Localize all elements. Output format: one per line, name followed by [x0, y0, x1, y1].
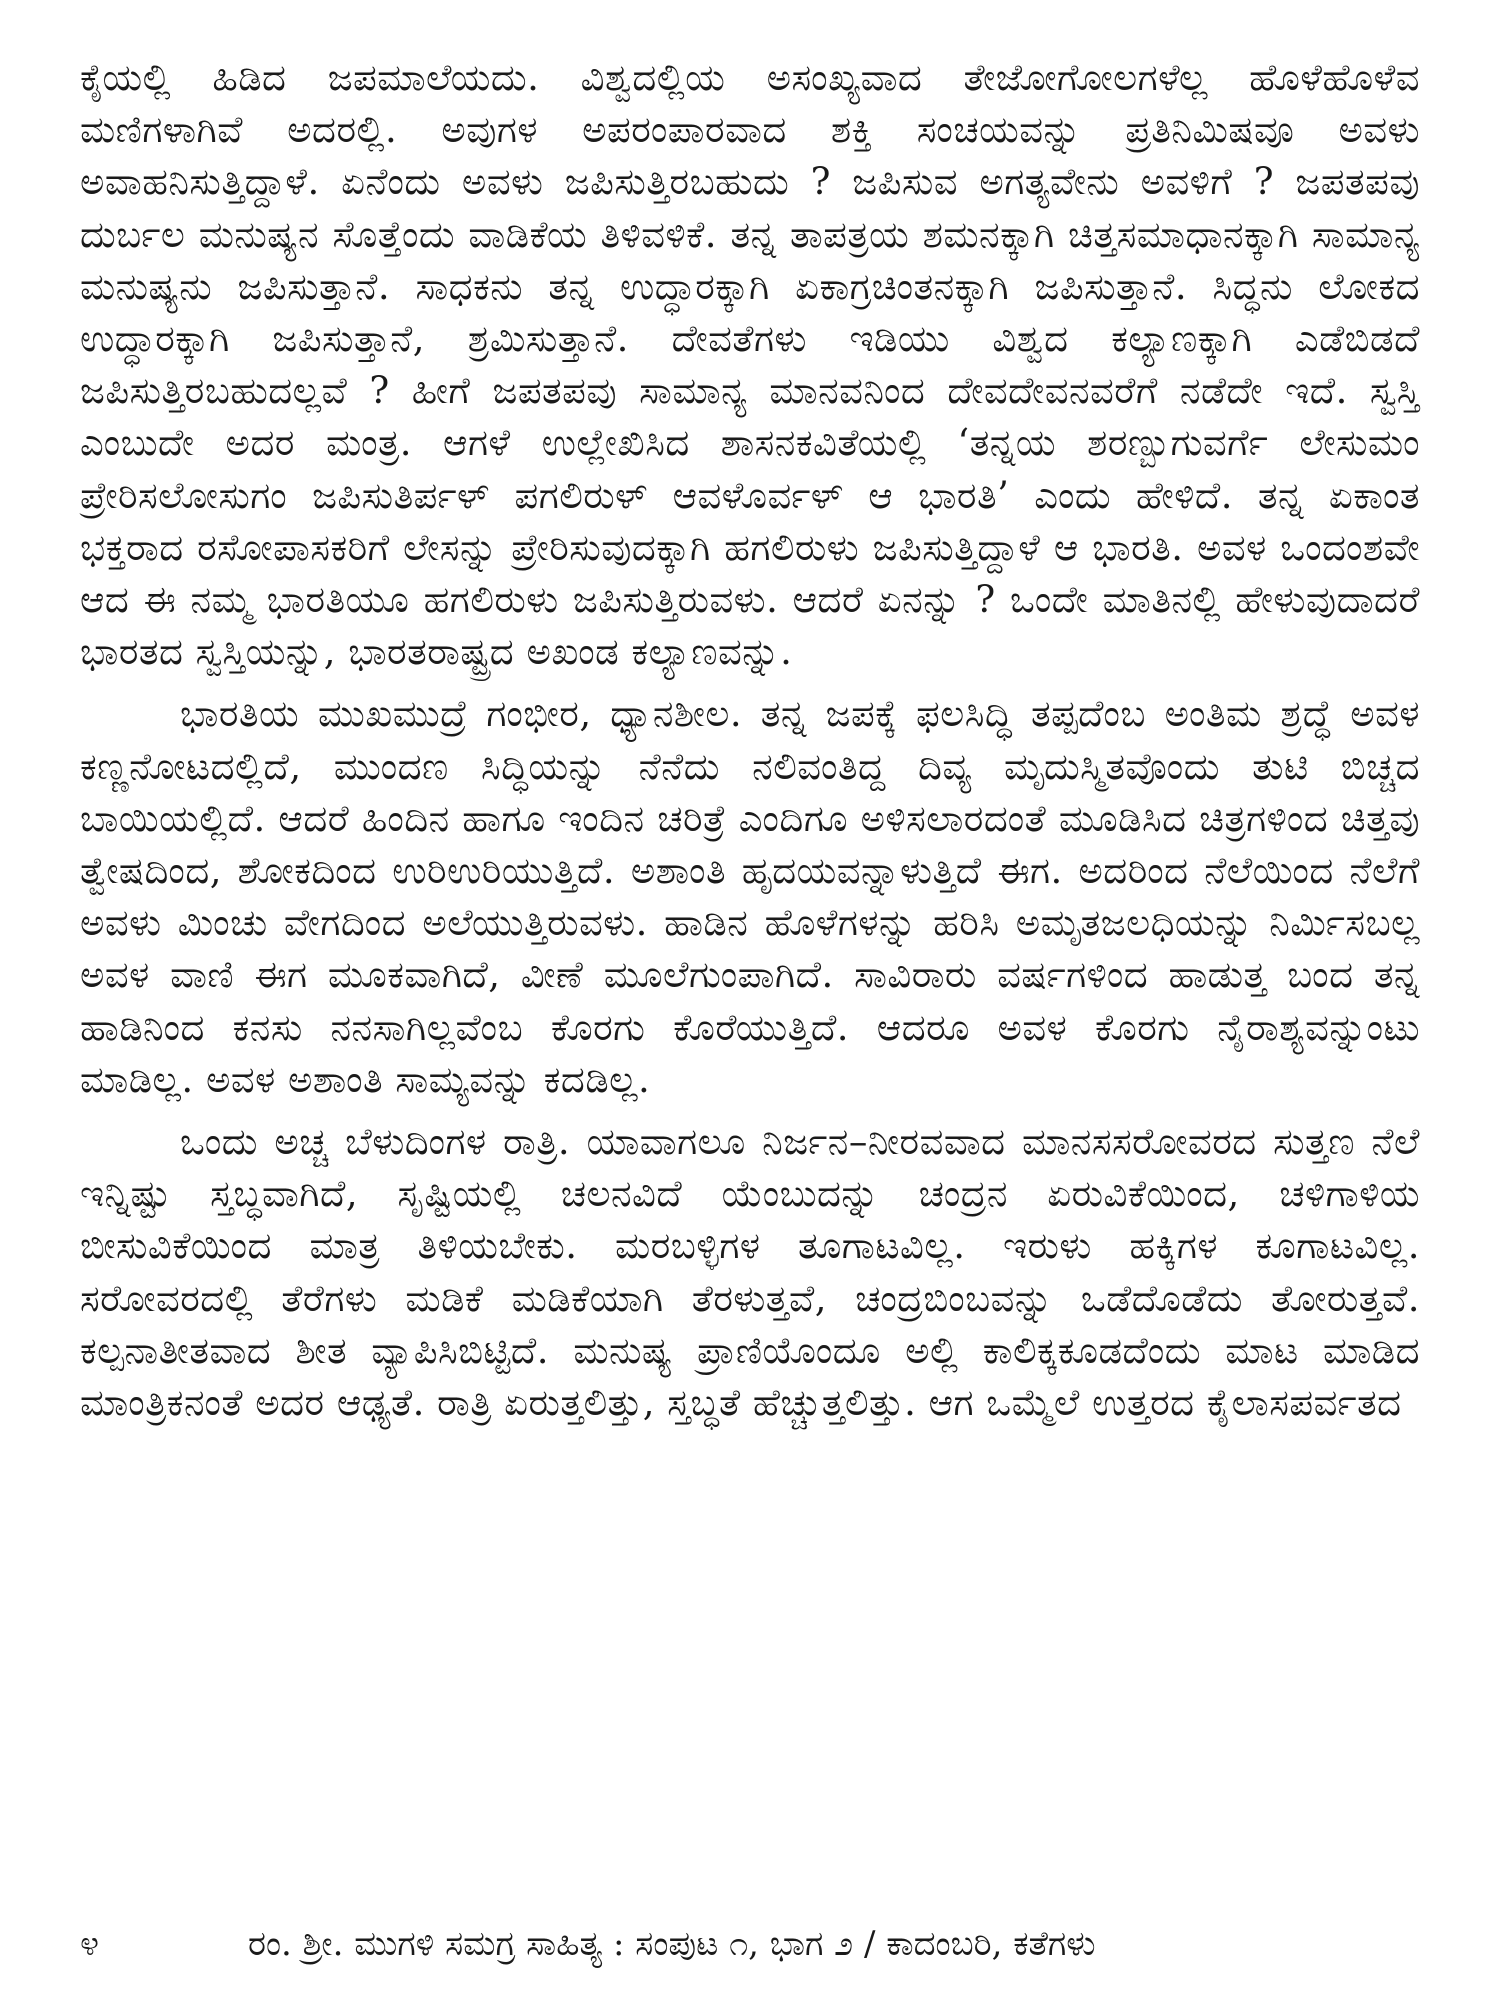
paragraph-3: ಒಂದು ಅಚ್ಚ ಬೆಳುದಿಂಗಳ ರಾತ್ರಿ. ಯಾವಾಗಲೂ ನಿರ್ಜನ–ನೀರವವಾದ ಮಾನಸಸರೋವರದ ಸುತ್ತಣ ನೆಲೆ ಇನ್ನಿಷ್ಟು ಸ್ತಬ್ಧವಾಗಿದೆ, ಸೃಷ್ಟಿಯಲ್ಲಿ ಚಲನವಿದೆ ಯೆಂಬುದನ್ನು ಚಂದ್ರನ ಏರುವಿಕೆಯಿಂದ, ಚಳಿಗಾಳಿಯ ಬೀಸುವಿಕೆಯಿಂದ ಮಾತ್ರ ತಿಳಿಯಬೇಕು. ಮರಬಳ್ಳಿಗಳ ತೂಗಾಟವಿಲ್ಲ. ಇರುಳು ಹಕ್ಕಿಗಳ ಕೂಗಾಟವಿಲ್ಲ. ಸರೋವರದಲ್ಲಿ ತೆರೆಗಳು ಮಡಿಕೆ ಮಡಿಕೆಯಾಗಿ ತೆರಳುತ್ತವೆ, ಚಂದ್ರಬಿಂಬವನ್ನು ಒಡೆದೊಡೆದು ತೋರುತ್ತವೆ. ಕಲ್ಪನಾತೀತವಾದ ಶೀತ ವ್ಯಾಪಿಸಿಬಿಟ್ಟಿದೆ. ಮನುಷ್ಯ ಪ್ರಾಣಿಯೊಂದೂ ಅಲ್ಲಿ ಕಾಲಿಕ್ಕಕೂಡದೆಂದು ಮಾಟ ಮಾಡಿದ ಮಾಂತ್ರಿಕನಂತೆ ಅದರ ಆಢ್ಯತೆ. ರಾತ್ರಿ ಏರುತ್ತಲಿತ್ತು, ಸ್ತಬ್ಧತೆ ಹೆಚ್ಚುತ್ತಲಿತ್ತು. ಆಗ ಒಮ್ಮೆಲೆ ಉತ್ತರದ ಕೈಲಾಸಪರ್ವತದ [80, 1120, 1420, 1425]
book-page [80, 52, 1420, 1964]
page-footer [80, 1922, 1420, 1966]
paragraph-2: ಭಾರತಿಯ ಮುಖಮುದ್ರೆ ಗಂಭೀರ, ಧ್ಯಾನಶೀಲ. ತನ್ನ ಜಪಕ್ಕೆ ಫಲಸಿದ್ಧಿ ತಪ್ಪದೆಂಬ ಅಂತಿಮ ಶ್ರದ್ಧೆ ಅವಳ ಕಣ್ಣನೋಟದಲ್ಲಿದೆ, ಮುಂದಣ ಸಿದ್ಧಿಯನ್ನು ನೆನೆದು ನಲಿವಂತಿದ್ದ ದಿವ್ಯ ಮೃದುಸ್ಮಿತವೊಂದು ತುಟಿ ಬಿಚ್ಚದ ಬಾಯಿಯಲ್ಲಿದೆ. ಆದರೆ ಹಿಂದಿನ ಹಾಗೂ ಇಂದಿನ ಚರಿತ್ರೆ ಎಂದಿಗೂ ಅಳಿಸಲಾರದಂತೆ ಮೂಡಿಸಿದ ಚಿತ್ರಗಳಿಂದ ಚಿತ್ತವು ತ್ವೇಷದಿಂದ, ಶೋಕದಿಂದ ಉರಿಉರಿಯುತ್ತಿದೆ. ಅಶಾಂತಿ ಹೃದಯವನ್ನಾಳುತ್ತಿದೆ ಈಗ. ಅದರಿಂದ ನೆಲೆಯಿಂದ ನೆಲೆಗೆ ಅವಳು ಮಿಂಚು ವೇಗದಿಂದ ಅಲೆಯುತ್ತಿರುವಳು. ಹಾಡಿನ ಹೊಳೆಗಳನ್ನು ಹರಿಸಿ ಅಮೃತಜಲಧಿಯನ್ನು ನಿರ್ಮಿಸಬಲ್ಲ ಅವಳ ವಾಣಿ ಈಗ ಮೂಕವಾಗಿದೆ, ವೀಣೆ ಮೂಲೆಗುಂಪಾಗಿದೆ. ಸಾವಿರಾರು ವರ್ಷಗಳಿಂದ ಹಾಡುತ್ತ ಬಂದ ತನ್ನ ಹಾಡಿನಿಂದ ಕನಸು ನನಸಾಗಿಲ್ಲವೆಂಬ ಕೊರಗು ಕೊರೆಯುತ್ತಿದೆ. ಆದರೂ ಅವಳ ಕೊರಗು ನೈರಾಶ್ಯವನ್ನುಂಟು ಮಾಡಿಲ್ಲ. ಅವಳ ಅಶಾಂತಿ ಸಾಮ್ಯವನ್ನು ಕದಡಿಲ್ಲ. [80, 692, 1420, 1101]
running-footer-title: ರಂ. ಶ್ರೀ. ಮುಗಳಿ ಸಮಗ್ರ ಸಾಹಿತ್ಯ : ಸಂಪುಟ ೧, ಭಾಗ ೨ / ಕಾದಂಬರಿ, ಕತೆಗಳು [248, 1924, 1096, 1964]
paragraph-1: ಕೈಯಲ್ಲಿ ಹಿಡಿದ ಜಪಮಾಲೆಯದು. ವಿಶ್ವದಲ್ಲಿಯ ಅಸಂಖ್ಯವಾದ ತೇಜೋಗೋಲಗಳೆಲ್ಲ ಹೊಳೆಹೊಳೆವ ಮಣಿಗಳಾಗಿವೆ ಅದರಲ್ಲಿ. ಅವುಗಳ ಅಪರಂಪಾರವಾದ ಶಕ್ತಿ ಸಂಚಯವನ್ನು ಪ್ರತಿನಿಮಿಷವೂ ಅವಳು ಅವಾಹನಿಸುತ್ತಿದ್ದಾಳೆ. ಏನೆಂದು ಅವಳು ಜಪಿಸುತ್ತಿರಬಹುದು ? ಜಪಿಸುವ ಅಗತ್ಯವೇನು ಅವಳಿಗೆ ? ಜಪತಪವು ದುರ್ಬಲ ಮನುಷ್ಯನ ಸೊತ್ತೆಂದು ವಾಡಿಕೆಯ ತಿಳಿವಳಿಕೆ. ತನ್ನ ತಾಪತ್ರಯ ಶಮನಕ್ಕಾಗಿ ಚಿತ್ತಸಮಾಧಾನಕ್ಕಾಗಿ ಸಾಮಾನ್ಯ ಮನುಷ್ಯನು ಜಪಿಸುತ್ತಾನೆ. ಸಾಧಕನು ತನ್ನ ಉದ್ಧಾರಕ್ಕಾಗಿ ಏಕಾಗ್ರಚಿಂತನಕ್ಕಾಗಿ ಜಪಿಸುತ್ತಾನೆ. ಸಿದ್ಧನು ಲೋಕದ ಉದ್ಧಾರಕ್ಕಾಗಿ ಜಪಿಸುತ್ತಾನೆ, ಶ್ರಮಿಸುತ್ತಾನೆ. ದೇವತೆಗಳು ಇಡಿಯು ವಿಶ್ವದ ಕಲ್ಯಾಣಕ್ಕಾಗಿ ಎಡೆಬಿಡದೆ ಜಪಿಸುತ್ತಿರಬಹುದಲ್ಲವೆ ? ಹೀಗೆ ಜಪತಪವು ಸಾಮಾನ್ಯ ಮಾನವನಿಂದ ದೇವದೇವನವರೆಗೆ ನಡೆದೇ ಇದೆ. ಸ್ವಸ್ತಿ ಎಂಬುದೇ ಅದರ ಮಂತ್ರ. ಆಗಳೆ ಉಲ್ಲೇಖಿಸಿದ ಶಾಸನಕವಿತೆಯಲ್ಲಿ ‘ತನ್ನಯ ಶರಣ್ಬುಗುವರ್ಗೆ ಲೇಸುಮಂ ಪ್ರೇರಿಸಲೋಸುಗಂ ಜಪಿಸುತಿರ್ಪಳ್ ಪಗಲಿರುಳ್ ಆವಳೊರ್ವಳ್ ಆ ಭಾರತಿ’ ಎಂದು ಹೇಳಿದೆ. ತನ್ನ ಏಕಾಂತ ಭಕ್ತರಾದ ರಸೋಪಾಸಕರಿಗೆ ಲೇಸನ್ನು ಪ್ರೇರಿಸುವುದಕ್ಕಾಗಿ ಹಗಲಿರುಳು ಜಪಿಸುತ್ತಿದ್ದಾಳೆ ಆ ಭಾರತಿ. ಅವಳ ಒಂದಂಶವೇ ಆದ ಈ ನಮ್ಮ ಭಾರತಿಯೂ ಹಗಲಿರುಳು ಜಪಿಸುತ್ತಿರುವಳು. ಆದರೆ ಏನನ್ನು ? ಒಂದೇ ಮಾತಿನಲ್ಲಿ ಹೇಳುವುದಾದರೆ ಭಾರತದ ಸ್ವಸ್ತಿಯನ್ನು, ಭಾರತರಾಷ್ಟ್ರದ ಅಖಂಡ ಕಲ್ಯಾಣವನ್ನು. [80, 56, 1420, 674]
page-number: ೪ [80, 1924, 100, 1964]
